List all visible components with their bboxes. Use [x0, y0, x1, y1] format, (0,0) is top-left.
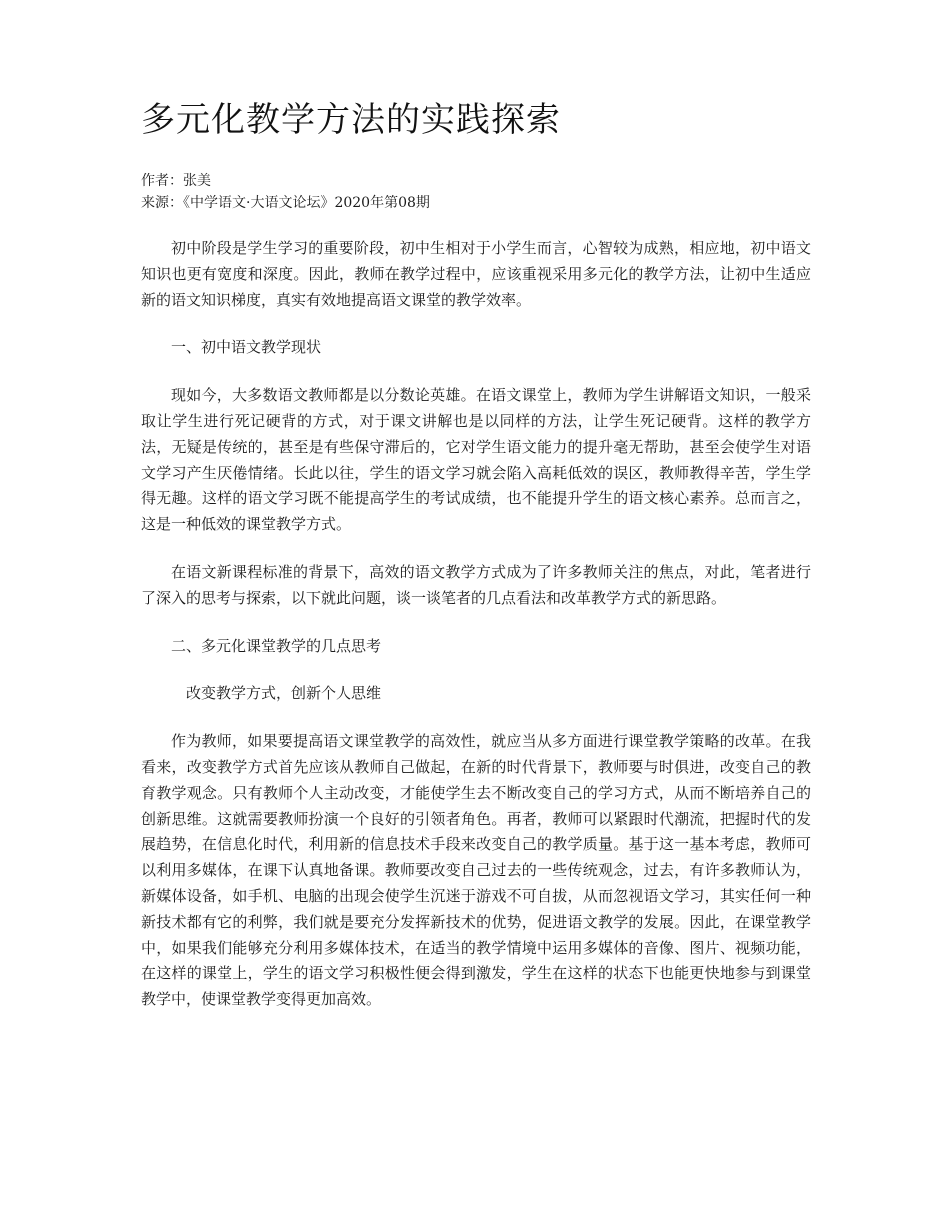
section-2-heading: 二、多元化课堂教学的几点思考 [171, 636, 382, 655]
source-line: 来源：《中学语文·大语文论坛》2020年第08期 [141, 195, 430, 211]
article-body [141, 236, 811, 1013]
section-1-paragraph-1: 现如今，大多数语文教师都是以分数论英雄。在语文课堂上，教师为学生讲解语文知识，一般采取让学生进行死记硬背的方式，对于课文讲解也是以同样的方法，让学生死记硬背。这样的教学方法，无疑是传统的，甚至是有些保守滞后的，它对学生语文能力的提升毫无帮助，甚至会使学生对语文学习产生厌倦情绪。长此以往，学生的语文学习就会陷入高耗低效的误区，教师教得辛苦，学生学得无趣。这样的语文学习既不能提高学生的考试成绩，也不能提升学生的语文核心素养。总而言之，这是一种低效的课堂教学方式。 [141, 386, 811, 534]
article-title: 多元化教学方法的实践探索 [141, 100, 561, 140]
intro-paragraph: 初中阶段是学生学习的重要阶段，初中生相对于小学生而言，心智较为成熟，相应地，初中语文知识也更有宽度和深度。因此，教师在教学过程中，应该重视采用多元化的教学方法，让初中生适应新的语文知识梯度，真实有效地提高语文课堂的教学效率。 [141, 239, 811, 309]
section-2-paragraph-1: 作为教师，如果要提高语文课堂教学的高效性，就应当从多方面进行课堂教学策略的改革。在我看来，改变教学方式首先应该从教师自己做起，在新的时代背景下，教师要与时俱进，改变自己的教育教学观念。只有教师个人主动改变，才能使学生去不断改变自己的学习方式，从而不断培养自己的创新思维。这就需要教师扮演一个良好的引领者角色。再者，教师可以紧跟时代潮流，把握时代的发展趋势，在信息化时代，利用新的信息技术手段来改变自己的教学质量。基于这一基本考虑，教师可以利用多媒体，在课下认真地备课。教师要改变自己过去的一些传统观念，过去，有许多教师认为，新媒体设备，如手机、电脑的出现会使学生沉迷于游戏不可自拔，从而忽视语文学习，其实任何一种新技术都有它的利弊，我们就是要充分发挥新技术的优势，促进语文教学的发展。因此，在课堂教学中，如果我们能够充分利用多媒体技术，在适当的教学情境中运用多媒体的音像、图片、视频功能，在这样的课堂上，学生的语文学习积极性便会得到激发，学生在这样的状态下也能更快地参与到课堂教学中，使课堂教学变得更加高效。 [141, 732, 811, 1009]
author-line: 作者：张美 [141, 173, 211, 189]
document-page [141, 92, 811, 1035]
section-2-subheading-1: 改变教学方式，创新个人思维 [186, 684, 382, 703]
article-meta [141, 170, 811, 214]
section-1-heading: 一、初中语文教学现状 [171, 338, 322, 357]
section-1-paragraph-2: 在语文新课程标准的背景下，高效的语文教学方式成为了许多教师关注的焦点，对此，笔者进行了深入的思考与探索，以下就此问题，谈一谈笔者的几点看法和改革教学方式的新思路。 [141, 562, 811, 607]
